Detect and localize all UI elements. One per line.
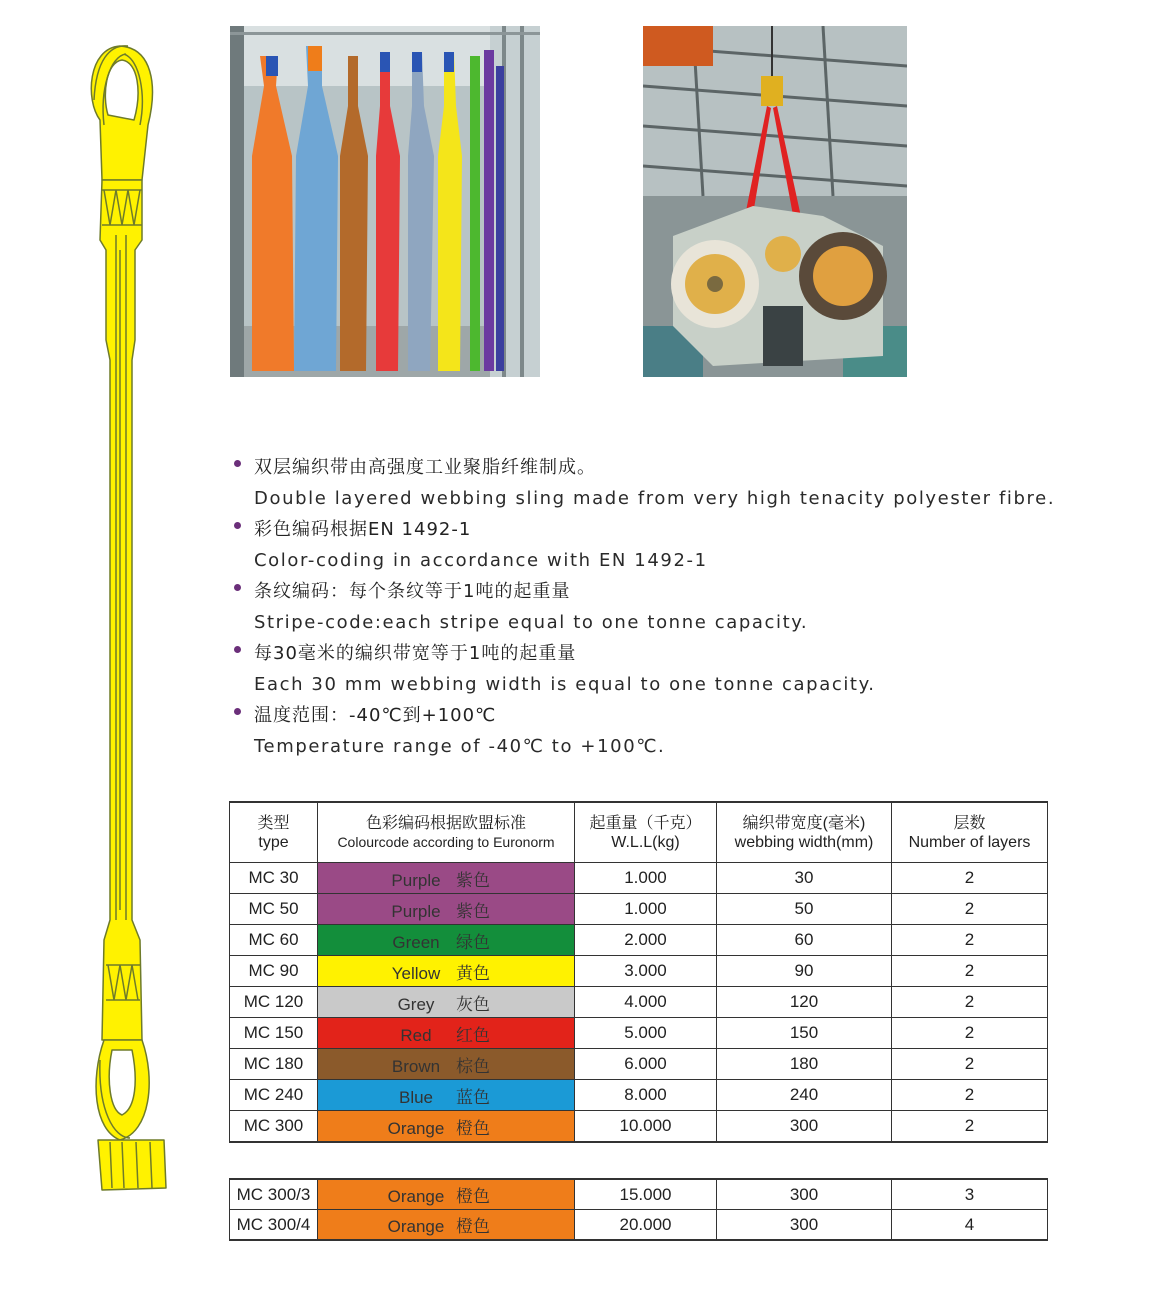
table-row bbox=[230, 1018, 1048, 1049]
color-name-en: Purple bbox=[391, 901, 441, 921]
color-code-cell bbox=[318, 956, 575, 987]
color-name-en: Red bbox=[400, 1025, 432, 1045]
color-name-en: Orange bbox=[387, 1118, 445, 1138]
feature-item bbox=[228, 638, 1128, 700]
width-cell: 180 bbox=[717, 1049, 892, 1080]
wll-cell: 1.000 bbox=[575, 894, 717, 925]
feature-en: Each 30 mm webbing width is equal to one tonne capacity. bbox=[254, 674, 876, 695]
layers-header-en: Number of layers bbox=[908, 833, 1031, 851]
color-name-cn: 紫色 bbox=[456, 901, 490, 921]
color-name-en: Orange bbox=[387, 1217, 445, 1236]
layers-cell: 2 bbox=[892, 956, 1048, 987]
table-row bbox=[230, 925, 1048, 956]
layers-cell: 3 bbox=[892, 1179, 1048, 1210]
color-name-en: Purple bbox=[391, 870, 441, 890]
type-cell: MC 120 bbox=[230, 987, 318, 1018]
feature-list bbox=[228, 452, 1128, 762]
wll-cell: 4.000 bbox=[575, 987, 717, 1018]
wll-cell: 1.000 bbox=[575, 863, 717, 894]
layers-cell: 2 bbox=[892, 1049, 1048, 1080]
color-code-cell bbox=[318, 1018, 575, 1049]
table-row bbox=[230, 1049, 1048, 1080]
wll-cell: 3.000 bbox=[575, 956, 717, 987]
width-cell: 150 bbox=[717, 1018, 892, 1049]
width-header-en: webbing width(mm) bbox=[734, 833, 874, 851]
layers-cell: 2 bbox=[892, 863, 1048, 894]
wll-cell: 2.000 bbox=[575, 925, 717, 956]
wll-header-cn: 起重量（千克） bbox=[589, 814, 702, 832]
width-cell: 30 bbox=[717, 863, 892, 894]
type-header-en: type bbox=[258, 833, 289, 851]
table-row bbox=[230, 1080, 1048, 1111]
layers-cell: 2 bbox=[892, 925, 1048, 956]
wll-cell: 20.000 bbox=[575, 1210, 717, 1241]
layers-header-cn: 层数 bbox=[953, 814, 986, 832]
layers-cell: 2 bbox=[892, 1018, 1048, 1049]
type-cell: MC 150 bbox=[230, 1018, 318, 1049]
color-name-cn: 紫色 bbox=[456, 870, 490, 890]
layers-cell: 4 bbox=[892, 1210, 1048, 1241]
color-code-cell bbox=[318, 863, 575, 894]
color-code-cell bbox=[318, 1111, 575, 1143]
color-name-en: Blue bbox=[398, 1087, 434, 1107]
width-cell: 50 bbox=[717, 894, 892, 925]
layers-cell: 2 bbox=[892, 1080, 1048, 1111]
type-cell: MC 90 bbox=[230, 956, 318, 987]
color-code-cell bbox=[318, 1210, 575, 1241]
width-header bbox=[717, 802, 892, 863]
color-name-cn: 橙色 bbox=[456, 1217, 490, 1236]
color-code-cell bbox=[318, 1049, 575, 1080]
type-cell: MC 300/3 bbox=[230, 1179, 318, 1210]
webbing-sling-illustration bbox=[80, 40, 170, 1240]
color-name-en: Yellow bbox=[391, 963, 441, 983]
feature-en: Temperature range of -40℃ to +100℃. bbox=[254, 736, 666, 757]
wll-cell: 8.000 bbox=[575, 1080, 717, 1111]
feature-cn: 双层编织带由高强度工业聚脂纤维制成。 bbox=[254, 457, 596, 478]
color-header-cn: 色彩编码根据欧盟标准 bbox=[365, 814, 526, 832]
color-name-en: Brown bbox=[391, 1056, 441, 1076]
type-cell: MC 300/4 bbox=[230, 1210, 318, 1241]
type-header-cn: 类型 bbox=[257, 814, 290, 832]
type-cell: MC 240 bbox=[230, 1080, 318, 1111]
table-row bbox=[230, 1111, 1048, 1143]
color-name-cn: 蓝色 bbox=[456, 1087, 490, 1107]
wll-cell: 15.000 bbox=[575, 1179, 717, 1210]
color-name-en: Green bbox=[392, 932, 440, 952]
color-code-cell bbox=[318, 1179, 575, 1210]
feature-cn: 彩色编码根据EN 1492-1 bbox=[254, 519, 472, 540]
width-cell: 120 bbox=[717, 987, 892, 1018]
wll-cell: 10.000 bbox=[575, 1111, 717, 1143]
lifting-machine-photo bbox=[643, 26, 907, 377]
width-cell: 300 bbox=[717, 1179, 892, 1210]
feature-cn: 条纹编码：每个条纹等于1吨的起重量 bbox=[254, 581, 571, 602]
color-header bbox=[318, 802, 575, 863]
color-name-en: Grey bbox=[397, 994, 435, 1014]
color-name-cn: 橙色 bbox=[456, 1118, 490, 1138]
wll-cell: 6.000 bbox=[575, 1049, 717, 1080]
type-cell: MC 180 bbox=[230, 1049, 318, 1080]
color-code-cell bbox=[318, 987, 575, 1018]
width-header-cn: 编织带宽度(毫米) bbox=[742, 814, 866, 832]
width-cell: 90 bbox=[717, 956, 892, 987]
feature-item bbox=[228, 452, 1128, 514]
feature-en: Color-coding in accordance with EN 1492-1 bbox=[254, 550, 708, 571]
table-row bbox=[230, 987, 1048, 1018]
color-name-cn: 灰色 bbox=[456, 994, 490, 1014]
width-cell: 300 bbox=[717, 1111, 892, 1143]
colored-slings-photo bbox=[230, 26, 540, 377]
type-cell: MC 50 bbox=[230, 894, 318, 925]
specification-table bbox=[229, 801, 1048, 1143]
layers-cell: 2 bbox=[892, 894, 1048, 925]
feature-cn: 温度范围：-40℃到+100℃ bbox=[254, 705, 497, 726]
feature-en: Stripe-code:each stripe equal to one tonne capacity. bbox=[254, 612, 809, 633]
type-cell: MC 30 bbox=[230, 863, 318, 894]
color-name-cn: 绿色 bbox=[456, 932, 490, 952]
layers-cell: 2 bbox=[892, 1111, 1048, 1143]
table-row bbox=[230, 1179, 1048, 1210]
width-cell: 300 bbox=[717, 1210, 892, 1241]
color-code-cell bbox=[318, 925, 575, 956]
feature-item bbox=[228, 700, 1128, 762]
wll-header bbox=[575, 802, 717, 863]
table-header-row bbox=[230, 802, 1048, 863]
color-header-en: Colourcode according to Euronorm bbox=[337, 833, 555, 850]
feature-en: Double layered webbing sling made from very high tenacity polyester fibre. bbox=[254, 488, 1056, 509]
type-header bbox=[230, 802, 318, 863]
feature-cn: 每30毫米的编织带宽等于1吨的起重量 bbox=[254, 643, 577, 664]
color-code-cell bbox=[318, 894, 575, 925]
color-name-cn: 橙色 bbox=[456, 1187, 490, 1206]
color-name-cn: 棕色 bbox=[456, 1056, 490, 1076]
table-row bbox=[230, 956, 1048, 987]
color-name-cn: 黄色 bbox=[456, 963, 490, 983]
color-code-cell bbox=[318, 1080, 575, 1111]
feature-item bbox=[228, 576, 1128, 638]
multi-layer-table bbox=[229, 1178, 1048, 1241]
table-row bbox=[230, 894, 1048, 925]
layers-header bbox=[892, 802, 1048, 863]
wll-header-en: W.L.L(kg) bbox=[611, 833, 680, 851]
feature-item bbox=[228, 514, 1128, 576]
width-cell: 60 bbox=[717, 925, 892, 956]
color-name-en: Orange bbox=[387, 1187, 445, 1206]
color-name-cn: 红色 bbox=[456, 1025, 490, 1045]
wll-cell: 5.000 bbox=[575, 1018, 717, 1049]
width-cell: 240 bbox=[717, 1080, 892, 1111]
layers-cell: 2 bbox=[892, 987, 1048, 1018]
type-cell: MC 300 bbox=[230, 1111, 318, 1143]
table-row bbox=[230, 863, 1048, 894]
table-row bbox=[230, 1210, 1048, 1241]
type-cell: MC 60 bbox=[230, 925, 318, 956]
